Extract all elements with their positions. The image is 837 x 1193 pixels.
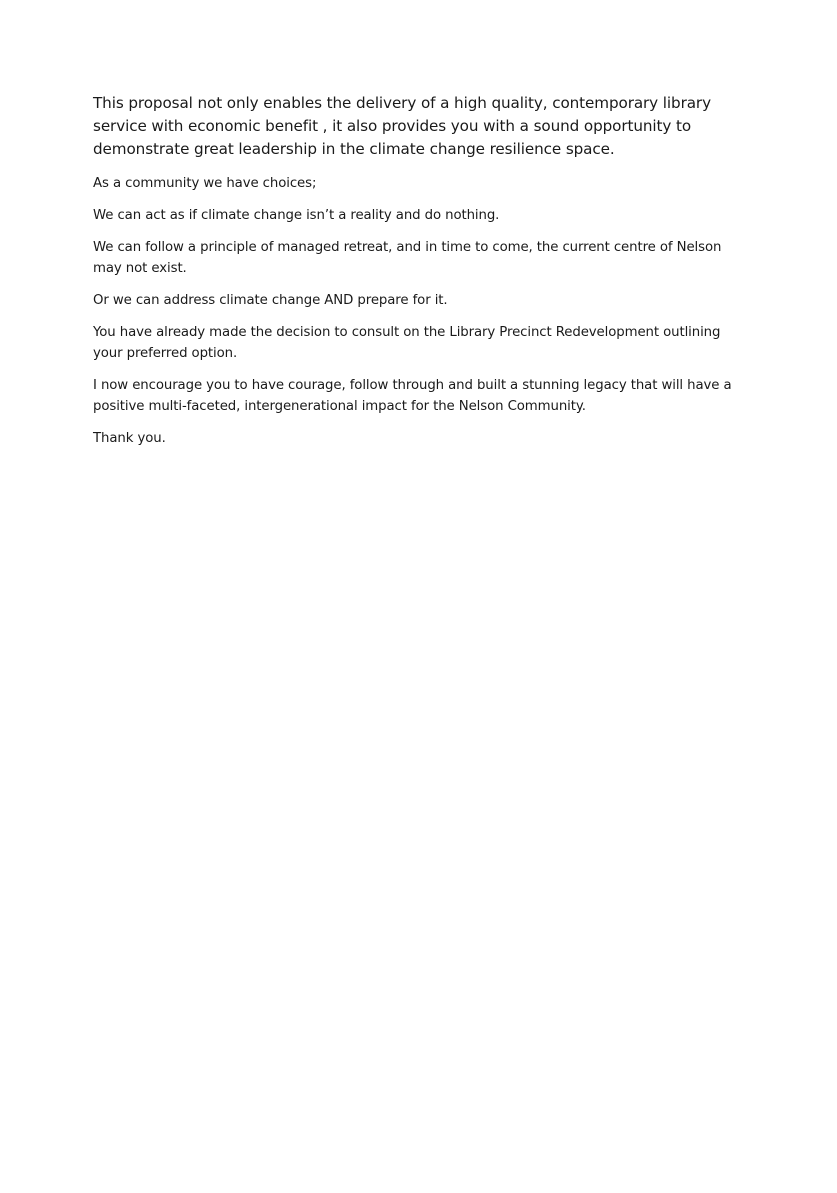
paragraph-choices: As a community we have choices; [93,176,317,191]
paragraph-do-nothing: We can act as if climate change isn’t a reality and do nothing. [93,208,500,223]
letter-body [93,92,753,460]
paragraph-proposal: This proposal not only enables the delivery of a high quality, contemporary library service with economic benefit , it also provides you with a sound opportunity to demonstrate great leadership in the climate change resilience space. [93,94,711,158]
paragraph-thank-you: Thank you. [93,431,166,446]
paragraph-address-and-prepare: Or we can address climate change AND prepare for it. [93,293,448,308]
paragraph-encouragement: I now encourage you to have courage, follow through and built a stunning legacy that will have a positive multi-faceted, intergenerational impact for the Nelson Community. [93,378,732,414]
paragraph-managed-retreat: We can follow a principle of managed retreat, and in time to come, the current centre of Nelson may not exist. [93,240,722,276]
paragraph-consultation: You have already made the decision to consult on the Library Precinct Redevelopment outlining your preferred option. [93,325,721,361]
